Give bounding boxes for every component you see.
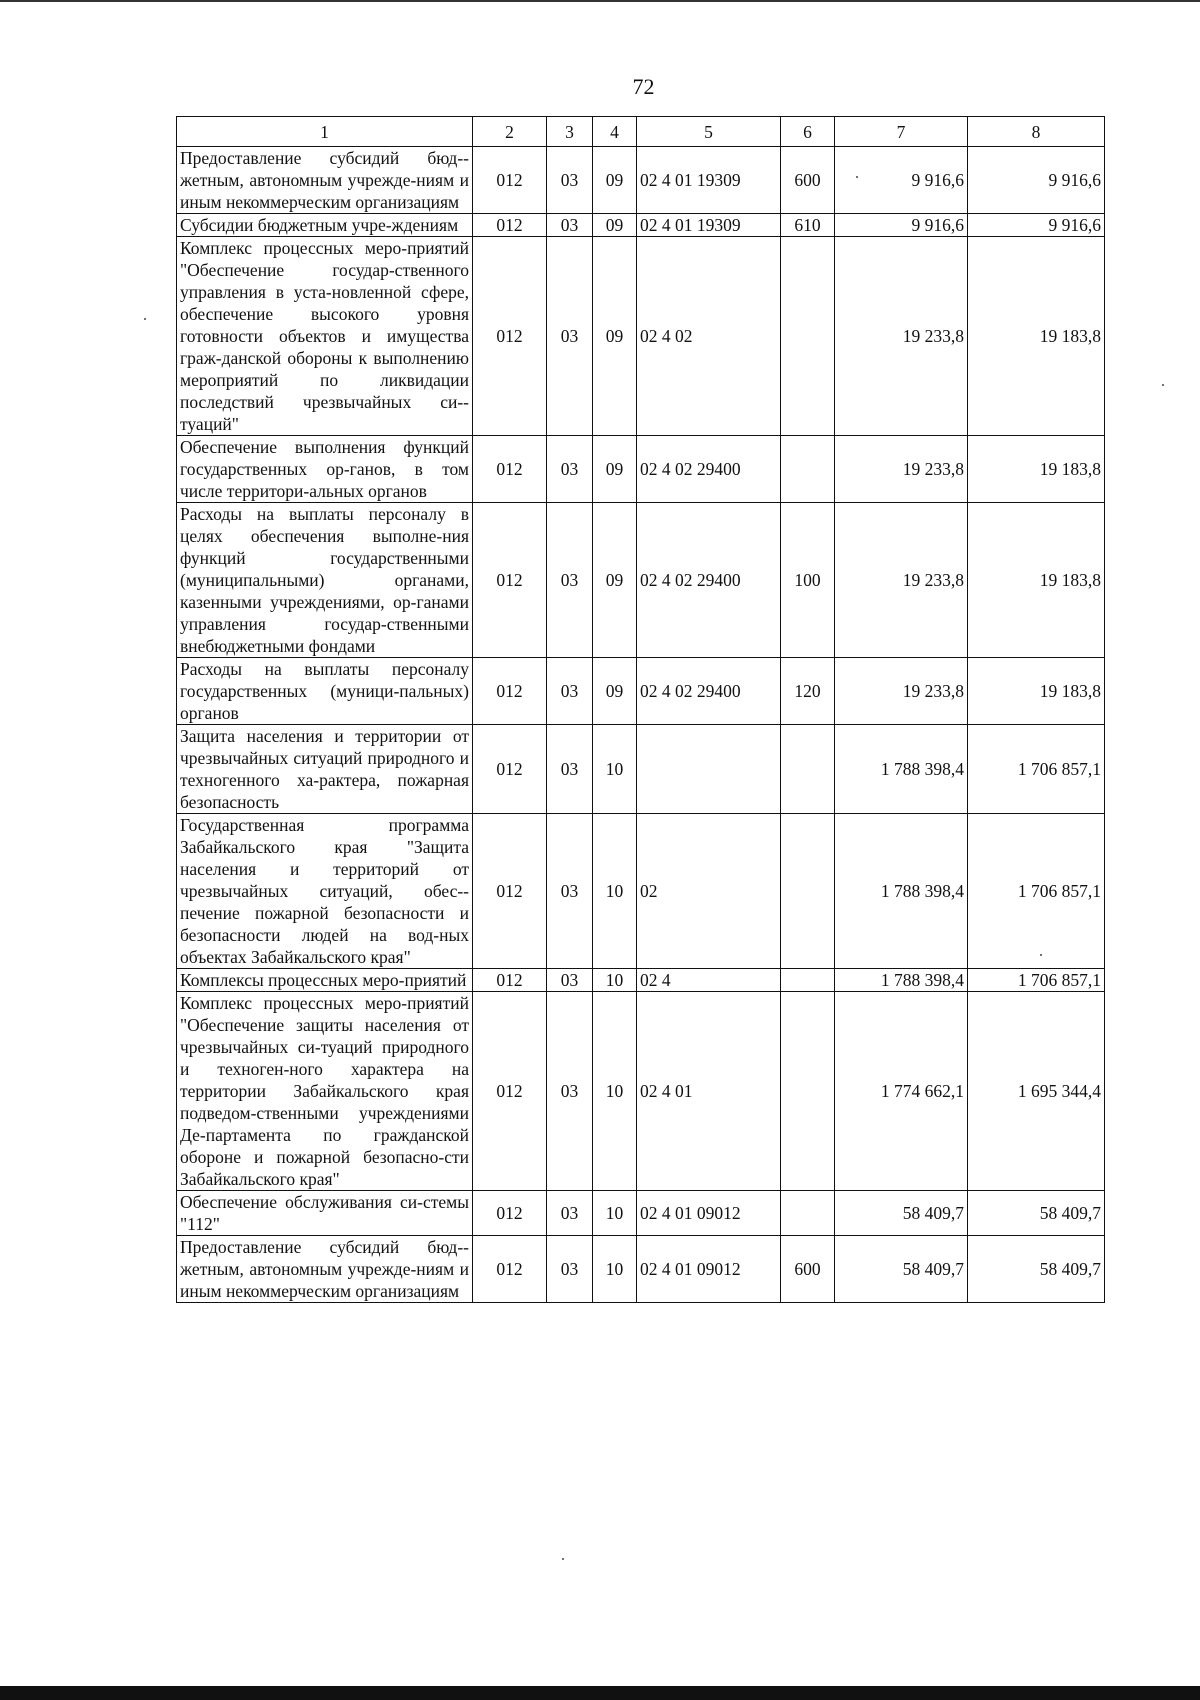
row-description: Обеспечение выполнения функций государственных ор-ганов, в том числе территори-альных органов: [177, 436, 473, 503]
scan-edge-bottom: [0, 1686, 1200, 1700]
section-code: 03: [547, 436, 593, 503]
amount-col-7: 19 233,8: [835, 658, 968, 725]
row-description: Расходы на выплаты персоналу в целях обеспечения выполне-ния функций государственными (муниципальными) органами, казенными учреждениями, ор-ганами управления государ-ственными внебюджетными фондами: [177, 503, 473, 658]
section-code: 03: [547, 992, 593, 1191]
subsection-code: 10: [593, 992, 637, 1191]
target-code: 02 4 01 19309: [637, 147, 781, 214]
row-description: Субсидии бюджетным учре-ждениям: [177, 214, 473, 237]
target-code: 02 4 02 29400: [637, 436, 781, 503]
amount-col-7: 19 233,8: [835, 436, 968, 503]
amount-col-8: 9 916,6: [968, 147, 1105, 214]
amount-col-8: 19 183,8: [968, 436, 1105, 503]
amount-col-8: 1 695 344,4: [968, 992, 1105, 1191]
amount-col-8: 19 183,8: [968, 503, 1105, 658]
scan-speck: [856, 176, 858, 178]
admin-code: 012: [473, 992, 547, 1191]
table-row: [177, 1191, 1105, 1236]
table-row: [177, 969, 1105, 992]
subsection-code: 10: [593, 1236, 637, 1303]
row-description: Комплексы процессных меро-приятий: [177, 969, 473, 992]
section-code: 03: [547, 658, 593, 725]
row-description: Обеспечение обслуживания си-стемы "112": [177, 1191, 473, 1236]
scan-speck: [1162, 384, 1164, 386]
row-description: Предоставление субсидий бюд-жетным, автономным учрежде-ниям и иным некоммерческим организациям: [177, 147, 473, 214]
section-code: 03: [547, 725, 593, 814]
section-code: 03: [547, 503, 593, 658]
amount-col-8: 1 706 857,1: [968, 814, 1105, 969]
column-header-7: 7: [835, 117, 968, 147]
table-row: [177, 503, 1105, 658]
budget-table: [176, 116, 1105, 1303]
section-code: 03: [547, 1191, 593, 1236]
subsection-code: 09: [593, 436, 637, 503]
table-row: [177, 147, 1105, 214]
table-row: [177, 214, 1105, 237]
scan-speck: [144, 318, 146, 320]
amount-col-7: 9 916,6: [835, 147, 968, 214]
target-code: 02 4 02 29400: [637, 503, 781, 658]
admin-code: 012: [473, 1236, 547, 1303]
section-code: 03: [547, 147, 593, 214]
scan-speck: [562, 1558, 564, 1560]
expense-type-code: [781, 237, 835, 436]
amount-col-8: 1 706 857,1: [968, 725, 1105, 814]
subsection-code: 09: [593, 237, 637, 436]
amount-col-8: 1 706 857,1: [968, 969, 1105, 992]
amount-col-8: 58 409,7: [968, 1191, 1105, 1236]
page-number: 72: [632, 74, 655, 99]
target-code: 02 4 02 29400: [637, 658, 781, 725]
target-code: 02 4 01: [637, 992, 781, 1191]
subsection-code: 09: [593, 658, 637, 725]
target-code: [637, 725, 781, 814]
target-code: 02 4 02: [637, 237, 781, 436]
amount-col-7: 58 409,7: [835, 1236, 968, 1303]
table-row: [177, 658, 1105, 725]
column-header-4: 4: [593, 117, 637, 147]
amount-col-7: 19 233,8: [835, 503, 968, 658]
subsection-code: 09: [593, 214, 637, 237]
row-description: Предоставление субсидий бюд-жетным, автономным учрежде-ниям и иным некоммерческим организациям: [177, 1236, 473, 1303]
table-body: [177, 147, 1105, 1303]
amount-col-7: 1 788 398,4: [835, 969, 968, 992]
table-row: [177, 436, 1105, 503]
admin-code: 012: [473, 214, 547, 237]
expense-type-code: [781, 814, 835, 969]
scan-speck: [1040, 954, 1042, 956]
row-description: Комплекс процессных меро-приятий "Обеспечение государ-ственного управления в уста-новленной сфере, обеспечение высокого уровня готовности объектов и имущества граж-данской обороны к выполнению мероприятий по ликвидации последствий чрезвычайных си-туаций": [177, 237, 473, 436]
target-code: 02 4: [637, 969, 781, 992]
admin-code: 012: [473, 237, 547, 436]
expense-type-code: 600: [781, 1236, 835, 1303]
expense-type-code: [781, 992, 835, 1191]
table-row: [177, 725, 1105, 814]
admin-code: 012: [473, 969, 547, 992]
table-row: [177, 992, 1105, 1191]
table-row: [177, 237, 1105, 436]
section-code: 03: [547, 1236, 593, 1303]
expense-type-code: [781, 969, 835, 992]
column-header-2: 2: [473, 117, 547, 147]
table-row: [177, 1236, 1105, 1303]
amount-col-7: 1 788 398,4: [835, 725, 968, 814]
section-code: 03: [547, 214, 593, 237]
column-header-1: 1: [177, 117, 473, 147]
subsection-code: 10: [593, 814, 637, 969]
subsection-code: 10: [593, 725, 637, 814]
column-header-3: 3: [547, 117, 593, 147]
subsection-code: 10: [593, 969, 637, 992]
amount-col-7: 1 774 662,1: [835, 992, 968, 1191]
admin-code: 012: [473, 1191, 547, 1236]
row-description: Расходы на выплаты персоналу государственных (муници-пальных) органов: [177, 658, 473, 725]
amount-col-7: 58 409,7: [835, 1191, 968, 1236]
row-description: Защита населения и территории от чрезвычайных ситуаций природного и техногенного ха-рактера, пожарная безопасность: [177, 725, 473, 814]
column-header-5: 5: [637, 117, 781, 147]
target-code: 02 4 01 19309: [637, 214, 781, 237]
expense-type-code: 610: [781, 214, 835, 237]
expense-type-code: 120: [781, 658, 835, 725]
row-description: Комплекс процессных меро-приятий "Обеспечение защиты населения от чрезвычайных си-туаций природного и техноген-ного характера на территории Забайкальского края подведом-ственными учреждениями Де-партамента по гражданской обороне и пожарной безопасно-сти Забайкальского края": [177, 992, 473, 1191]
admin-code: 012: [473, 147, 547, 214]
target-code: 02: [637, 814, 781, 969]
row-description: Государственная программа Забайкальского края "Защита населения и территорий от чрезвычайных ситуаций, обес-печение пожарной безопасности и безопасности людей на вод-ных объектах Забайкальского края": [177, 814, 473, 969]
expense-type-code: [781, 725, 835, 814]
amount-col-8: 9 916,6: [968, 214, 1105, 237]
admin-code: 012: [473, 436, 547, 503]
admin-code: 012: [473, 503, 547, 658]
admin-code: 012: [473, 725, 547, 814]
expense-type-code: [781, 1191, 835, 1236]
amount-col-7: 1 788 398,4: [835, 814, 968, 969]
amount-col-7: 19 233,8: [835, 237, 968, 436]
column-header-8: 8: [968, 117, 1105, 147]
admin-code: 012: [473, 658, 547, 725]
table-row: [177, 814, 1105, 969]
section-code: 03: [547, 814, 593, 969]
target-code: 02 4 01 09012: [637, 1191, 781, 1236]
expense-type-code: 600: [781, 147, 835, 214]
amount-col-8: 58 409,7: [968, 1236, 1105, 1303]
amount-col-7: 9 916,6: [835, 214, 968, 237]
expense-type-code: 100: [781, 503, 835, 658]
header-row: [177, 117, 1105, 147]
section-code: 03: [547, 237, 593, 436]
target-code: 02 4 01 09012: [637, 1236, 781, 1303]
subsection-code: 09: [593, 147, 637, 214]
amount-col-8: 19 183,8: [968, 658, 1105, 725]
scan-edge-top: [0, 0, 1200, 2]
subsection-code: 09: [593, 503, 637, 658]
admin-code: 012: [473, 814, 547, 969]
subsection-code: 10: [593, 1191, 637, 1236]
column-header-6: 6: [781, 117, 835, 147]
expense-type-code: [781, 436, 835, 503]
section-code: 03: [547, 969, 593, 992]
amount-col-8: 19 183,8: [968, 237, 1105, 436]
